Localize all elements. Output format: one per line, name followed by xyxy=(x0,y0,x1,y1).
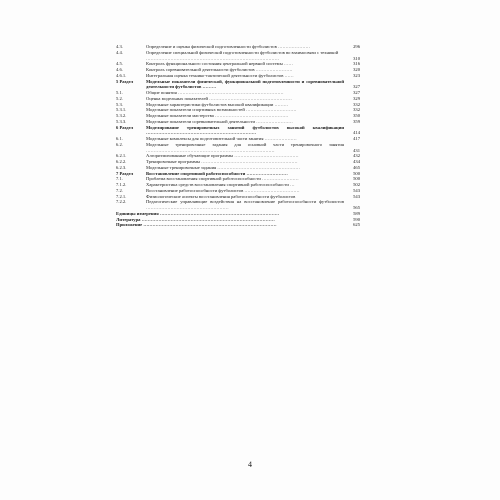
toc-entry-title: Контроль функционального состояния центральной нервной системы …… xyxy=(146,61,293,67)
toc-entry-page: 565 xyxy=(353,205,360,210)
toc-entry-title: Модельные показатели мастерства ………………………………………… xyxy=(146,113,289,118)
toc-entry-page: 329 xyxy=(353,95,360,101)
toc-entry-title: Оценка модельных показателей ……………………………………………… xyxy=(146,95,292,101)
toc-entry-number: 5.3.2. xyxy=(116,113,127,118)
toc-entry-page: 350 xyxy=(353,113,360,118)
toc-entry xyxy=(116,79,360,91)
toc-entry-title: Модельные тренировочные задания для основной части тренировочного занятия ………………………………………………………………………… xyxy=(146,141,344,153)
toc-entry-title: …………………………………………………………………………… xyxy=(146,55,280,61)
toc-entry-number: 4.6. xyxy=(116,67,123,72)
toc-entry-number: 4.5. xyxy=(116,61,123,67)
toc-entry xyxy=(116,222,360,228)
toc-entry-number: 6.1. xyxy=(116,136,123,141)
toc-entry-number: 5.3.3. xyxy=(116,118,127,124)
toc-entry-title: Педагогические управляющие воздействия на восстановление работоспособности футболистов ……………………………………………… xyxy=(146,199,344,210)
toc-entry-title: Алгоритмизованные обучающие программы …………………………………… xyxy=(146,153,299,159)
toc-entry-page: 500 xyxy=(353,176,360,182)
toc-entry-page: 323 xyxy=(353,72,360,78)
toc-entry-title: Интегральная оценка технико-тактической деятельности футболистов …… xyxy=(146,72,294,78)
toc-entry-number: 7 Раздел xyxy=(116,170,134,176)
toc-entry-page: 332 xyxy=(353,107,360,113)
toc-entry-title: Характеристика средств восстановления спортивной работоспособности … xyxy=(146,182,295,187)
toc-entry-page: 500 xyxy=(353,170,360,176)
toc-entry-page: 417 xyxy=(353,136,360,141)
toc-entry-number: 4.4. xyxy=(116,49,123,55)
toc-entry-page: 589 xyxy=(353,210,360,216)
toc-entry-page: 310 xyxy=(353,55,360,61)
toc-entry-number: 5 Раздел xyxy=(116,78,134,84)
toc-entry-number: 6.2.1. xyxy=(116,153,127,159)
toc-entry-title: Проблема восстановления спортивной работоспособности …………………… xyxy=(146,176,299,182)
toc-entry-number: 5.3. xyxy=(116,101,123,107)
toc-entry-title: Восстановление работоспособности футболистов ……………………………… xyxy=(146,187,300,193)
toc-entry xyxy=(116,199,360,211)
toc-entry-page: 414 xyxy=(353,130,360,136)
toc-entry-title: Модельные тренировочные задания ……………………………………………… xyxy=(146,164,300,170)
toc-entry-page: 502 xyxy=(353,182,360,187)
toc-entry-number: 4.6.1. xyxy=(116,72,127,78)
toc-entry-page: 296 xyxy=(353,44,360,49)
toc-entry-page: 465 xyxy=(353,164,360,170)
toc-entry xyxy=(116,142,360,154)
toc-entry-page: 431 xyxy=(353,147,360,153)
page-number: 4 xyxy=(248,460,252,469)
toc-entry-number: 4.3. xyxy=(116,44,123,49)
toc-entry-page: 327 xyxy=(353,84,360,90)
toc-entry-page: 432 xyxy=(353,153,360,159)
toc-entry-title: Модельные показатели соревновательной деятельности …………………… xyxy=(146,118,293,124)
toc-entry-title: Модельные показатели физической, функциональной подготовленности и соревновательной деятельности футболистов ……… xyxy=(146,78,344,90)
toc-entry-page: 543 xyxy=(353,187,360,193)
toc-entry-title: Физиологические аспекты восстановления работоспособности футболистов xyxy=(146,193,296,199)
toc-entry-title: Модельные характеристики футболистов высокой квалификации ……… xyxy=(146,101,289,107)
toc-entry-page: 316 xyxy=(353,61,360,67)
toc-entry-number: 5.2. xyxy=(116,95,123,101)
table-of-contents xyxy=(116,44,360,228)
toc-entry-number: 6 Раздел xyxy=(116,124,134,130)
toc-entry-number: 5.1. xyxy=(116,90,123,95)
toc-entry-number: 6.2.3. xyxy=(116,164,127,170)
toc-entry-page: 332 xyxy=(353,101,360,107)
toc-entry-number: 7.2.1. xyxy=(116,193,127,199)
toc-entry-page: 327 xyxy=(353,90,360,95)
toc-entry-page: 320 xyxy=(353,67,360,72)
toc-entry-number: 7.2. xyxy=(116,187,123,193)
toc-entry-title: Восстановление спортивной работоспособности ……………………… xyxy=(146,170,288,176)
toc-entry-title: Контроль соревновательной деятельности футболистов …………………… xyxy=(146,67,293,72)
toc-entry-number: 6.2. xyxy=(116,141,123,147)
toc-entry-page: 543 xyxy=(353,193,360,199)
toc-entry-title: Моделирование тренировочных занятий футболистов высокой квалификации ……………………………………………………………… xyxy=(146,124,344,136)
toc-entry-title: Модельные комплексы для подготовительной части занятия ………………… xyxy=(146,136,297,141)
toc-entry-title: Единицы измерения …………………………………………………………………… xyxy=(116,210,280,216)
toc-entry-page: 434 xyxy=(353,159,360,164)
toc-entry-page: 590 xyxy=(353,216,360,222)
toc-entry-number: 5.3.1. xyxy=(116,107,127,113)
toc-entry-title: Модельные показатели спортивных возможностей …………………………… xyxy=(146,107,297,113)
toc-entry-title: Определение специальной физической подготовленности футболистов во взаимосвязи с техникой xyxy=(146,49,339,55)
toc-entry xyxy=(116,125,360,137)
toc-entry-title: Тренировочные программы ……………………………………………………… xyxy=(146,159,298,164)
toc-entry-title: Общие понятия …………………………………………………………… xyxy=(146,90,284,95)
toc-entry-number: 6.2.2. xyxy=(116,159,127,164)
toc-entry-number: 7.1. xyxy=(116,176,123,182)
toc-entry-number: 7.2.2. xyxy=(116,199,127,205)
toc-entry-number: 7.1.2. xyxy=(116,182,127,187)
toc-entry-page: 359 xyxy=(353,118,360,124)
toc-entry-title: Приложение …………………………………………………………………………… xyxy=(116,222,277,228)
toc-entry-title: Определение и оценка физической подготовленности футболистов ………………… xyxy=(146,44,311,49)
toc-entry-title: Литература …………………………………………………………………………… xyxy=(116,216,275,222)
toc-entry-page: 625 xyxy=(353,222,360,228)
